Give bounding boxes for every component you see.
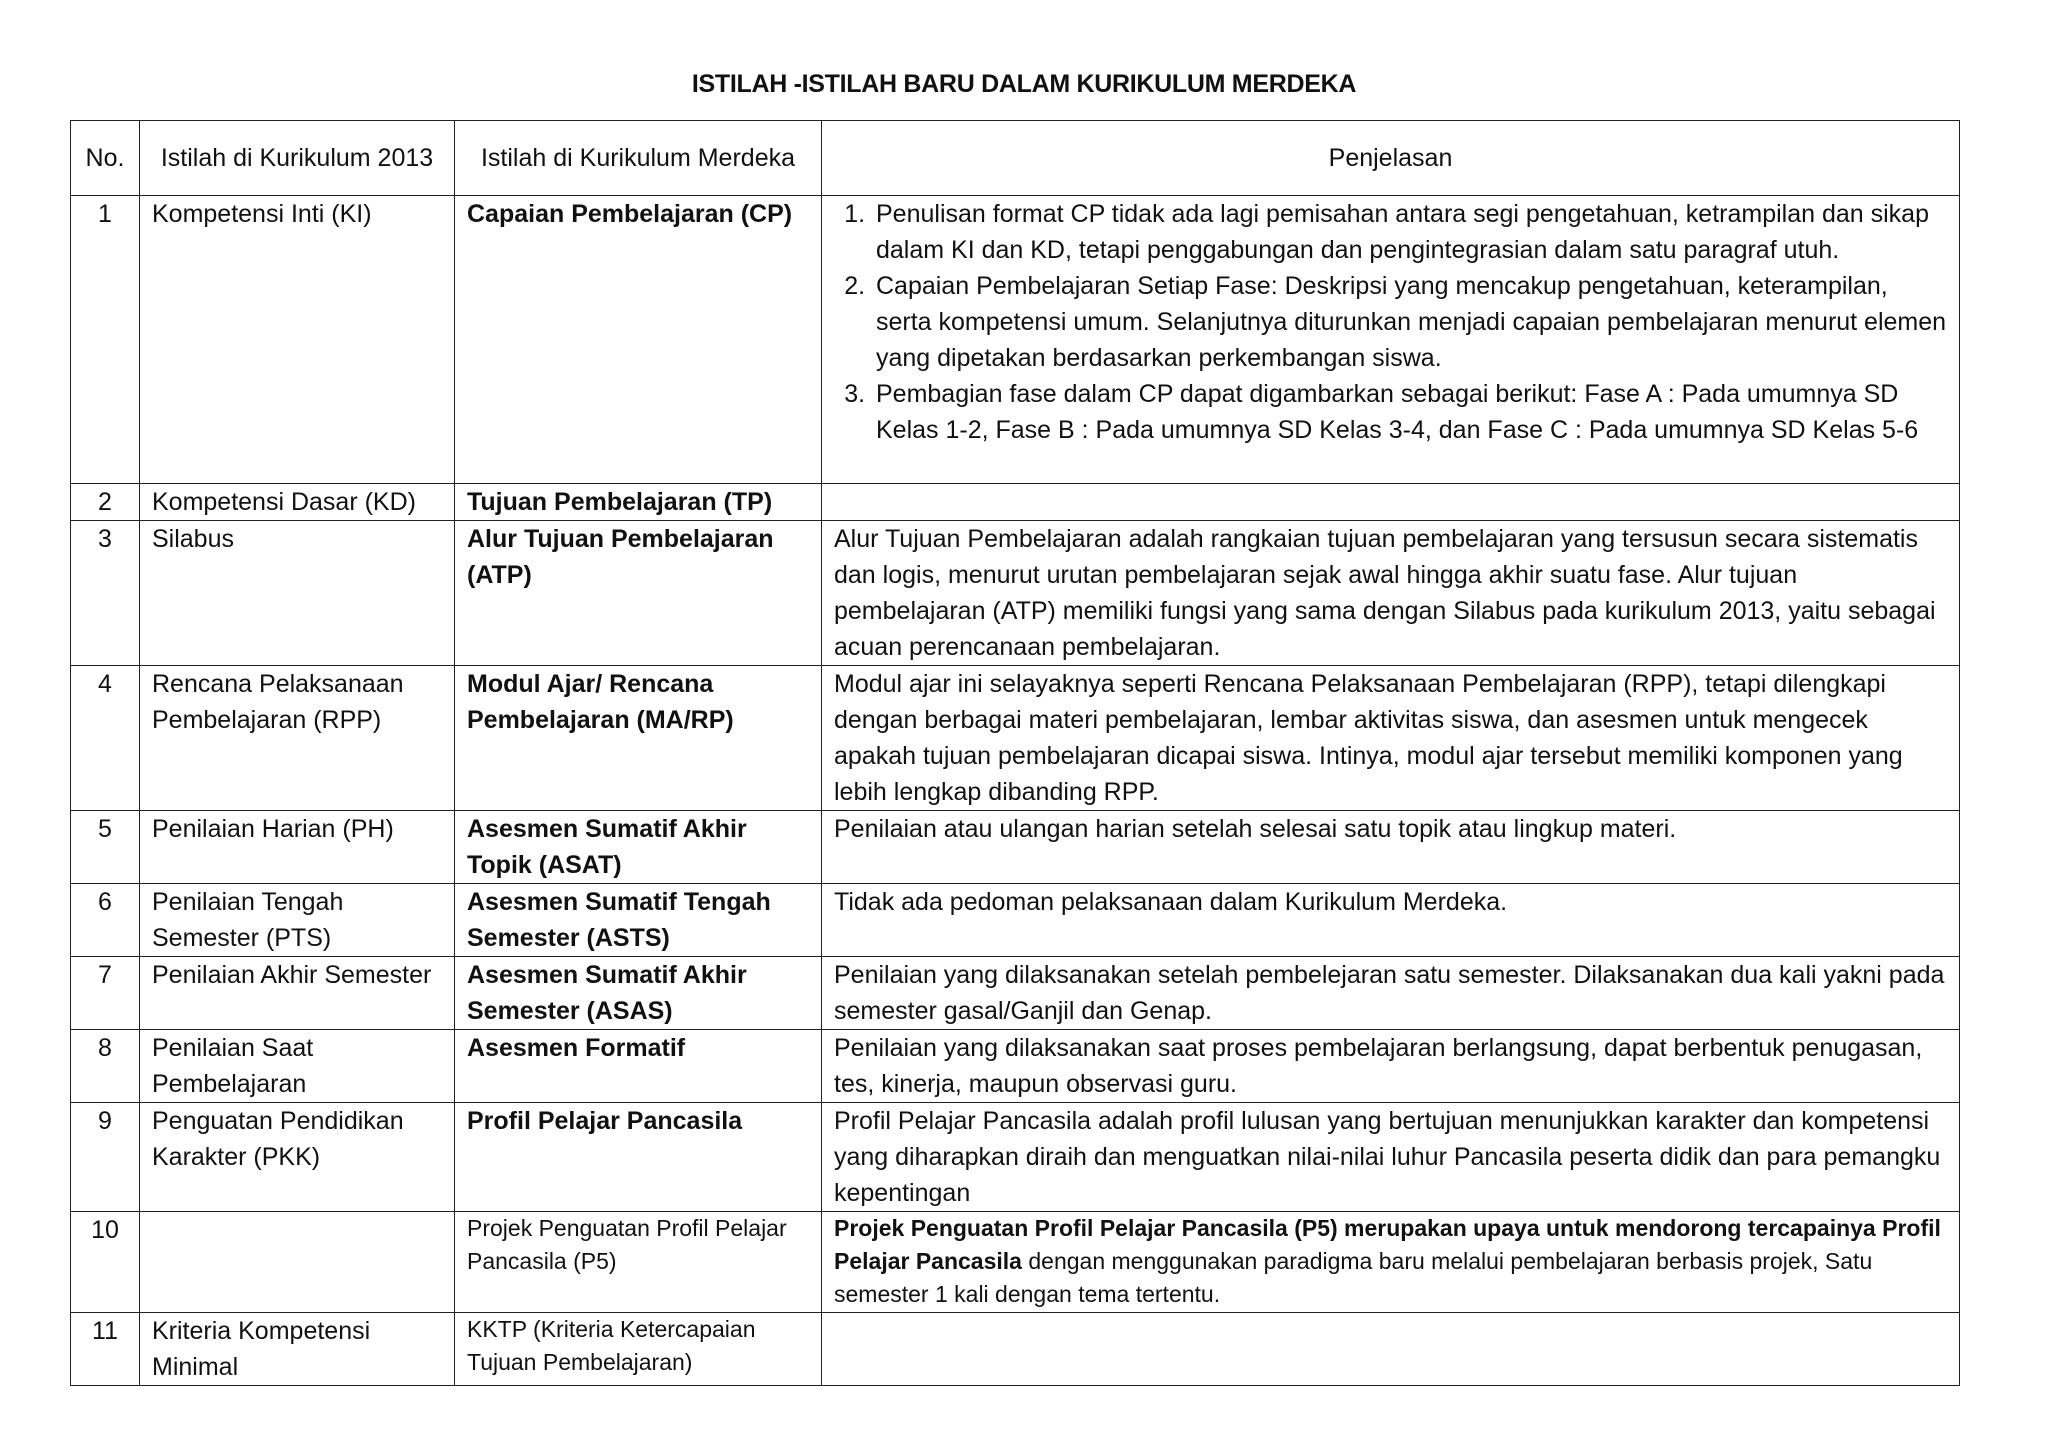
table-row — [71, 521, 1960, 666]
terms-table — [70, 120, 1960, 1386]
table-row — [71, 666, 1960, 811]
merdeka-term: Profil Pelajar Pancasila — [455, 1103, 822, 1212]
merdeka-term: Capaian Pembelajaran (CP) — [455, 196, 822, 484]
explanation — [822, 1212, 1960, 1313]
explanation: Modul ajar ini selayaknya seperti Rencana Pelaksanaan Pembelajaran (RPP), tetapi dilengkapi dengan berbagai materi pembelajaran, lembar aktivitas siswa, dan asesmen untuk mengecek apakah tujuan pembelajaran dicapai siswa. Intinya, modul ajar tersebut memiliki komponen yang lebih lengkap dibanding RPP. — [822, 666, 1960, 811]
header-no: No. — [71, 121, 140, 196]
row-number: 1 — [71, 196, 140, 484]
list-item: 1. Penulisan format CP tidak ada lagi pemisahan antara segi pengetahuan, ketrampilan dan sikap dalam KI dan KD, tetapi penggabungan dan pengintegrasian dalam satu paragraf utuh. — [872, 196, 1947, 268]
header-k13: Istilah di Kurikulum 2013 — [140, 121, 455, 196]
merdeka-term: KKTP (Kriteria Ketercapaian Tujuan Pembelajaran) — [455, 1313, 822, 1386]
merdeka-term: Alur Tujuan Pembelajaran (ATP) — [455, 521, 822, 666]
explanation: Tidak ada pedoman pelaksanaan dalam Kurikulum Merdeka. — [822, 884, 1960, 957]
merdeka-term: Asesmen Sumatif Akhir Semester (ASAS) — [455, 957, 822, 1030]
k13-term — [140, 1212, 455, 1313]
header-row — [71, 121, 1960, 196]
explanation-bold-part: Projek Penguatan Profil Pelajar Pancasila (P5) merupakan upaya untuk mendorong tercapainya Profil Pelajar Pancasila — [834, 1215, 1941, 1274]
explanation — [822, 484, 1960, 521]
table-row — [71, 884, 1960, 957]
row-number: 11 — [71, 1313, 140, 1386]
k13-term: Penilaian Akhir Semester — [140, 957, 455, 1030]
explanation — [822, 196, 1960, 484]
explanation: Penilaian yang dilaksanakan saat proses pembelajaran berlangsung, dapat berbentuk penugasan, tes, kinerja, maupun observasi guru. — [822, 1030, 1960, 1103]
list-item: 3. Pembagian fase dalam CP dapat digambarkan sebagai berikut: Fase A : Pada umumnya SD Kelas 1-2, Fase B : Pada umumnya SD Kelas 3-4, dan Fase C : Pada umumnya SD Kelas 5-6 — [872, 376, 1947, 448]
row-number: 4 — [71, 666, 140, 811]
table-row — [71, 811, 1960, 884]
row-number: 9 — [71, 1103, 140, 1212]
row-number: 3 — [71, 521, 140, 666]
k13-term: Penilaian Harian (PH) — [140, 811, 455, 884]
header-penjelasan: Penjelasan — [822, 121, 1960, 196]
list-item: 2. Capaian Pembelajaran Setiap Fase: Deskripsi yang mencakup pengetahuan, keterampilan, serta kompetensi umum. Selanjutnya diturunkan menjadi capaian pembelajaran menurut elemen yang dipetakan berdasarkan perkembangan siswa. — [872, 268, 1947, 376]
table-row — [71, 1313, 1960, 1386]
k13-term: Silabus — [140, 521, 455, 666]
row-number: 5 — [71, 811, 140, 884]
explanation: Penilaian atau ulangan harian setelah selesai satu topik atau lingkup materi. — [822, 811, 1960, 884]
table-row — [71, 1212, 1960, 1313]
explanation-rest: dengan menggunakan paradigma baru melalui pembelajaran berbasis projek, Satu semester 1 kali dengan tema tertentu. — [834, 1248, 1873, 1307]
k13-term: Rencana Pelaksanaan Pembelajaran (RPP) — [140, 666, 455, 811]
k13-term: Kompetensi Dasar (KD) — [140, 484, 455, 521]
header-merdeka: Istilah di Kurikulum Merdeka — [455, 121, 822, 196]
table-row — [71, 196, 1960, 484]
k13-term: Kompetensi Inti (KI) — [140, 196, 455, 484]
merdeka-term: Tujuan Pembelajaran (TP) — [455, 484, 822, 521]
merdeka-term: Modul Ajar/ Rencana Pembelajaran (MA/RP) — [455, 666, 822, 811]
explanation: Penilaian yang dilaksanakan setelah pembelejaran satu semester. Dilaksanakan dua kali yakni pada semester gasal/Ganjil dan Genap. — [822, 957, 1960, 1030]
table-row — [71, 484, 1960, 521]
explanation: Profil Pelajar Pancasila adalah profil lulusan yang bertujuan menunjukkan karakter dan kompetensi yang diharapkan diraih dan menguatkan nilai-nilai luhur Pancasila peserta didik dan para pemangku kepentingan — [822, 1103, 1960, 1212]
row-number: 7 — [71, 957, 140, 1030]
table-row — [71, 1030, 1960, 1103]
table-row — [71, 1103, 1960, 1212]
merdeka-term: Asesmen Sumatif Akhir Topik (ASAT) — [455, 811, 822, 884]
row-number: 8 — [71, 1030, 140, 1103]
cp-explanation-list — [834, 196, 1947, 448]
explanation: Alur Tujuan Pembelajaran adalah rangkaian tujuan pembelajaran yang tersusun secara sistematis dan logis, menurut urutan pembelajaran sejak awal hingga akhir suatu fase. Alur tujuan pembelajaran (ATP) memiliki fungsi yang sama dengan Silabus pada kurikulum 2013, yaitu sebagai acuan perencanaan pembelajaran. — [822, 521, 1960, 666]
row-number: 10 — [71, 1212, 140, 1313]
k13-term: Penguatan Pendidikan Karakter (PKK) — [140, 1103, 455, 1212]
merdeka-term: Asesmen Sumatif Tengah Semester (ASTS) — [455, 884, 822, 957]
explanation — [822, 1313, 1960, 1386]
row-number: 2 — [71, 484, 140, 521]
k13-term: Kriteria Kompetensi Minimal — [140, 1313, 455, 1386]
row-number: 6 — [71, 884, 140, 957]
document-title: ISTILAH -ISTILAH BARU DALAM KURIKULUM MERDEKA — [691, 70, 1357, 98]
k13-term: Penilaian Tengah Semester (PTS) — [140, 884, 455, 957]
merdeka-term: Asesmen Formatif — [455, 1030, 822, 1103]
table-row — [71, 957, 1960, 1030]
merdeka-term: Projek Penguatan Profil Pelajar Pancasila (P5) — [455, 1212, 822, 1313]
k13-term: Penilaian Saat Pembelajaran — [140, 1030, 455, 1103]
